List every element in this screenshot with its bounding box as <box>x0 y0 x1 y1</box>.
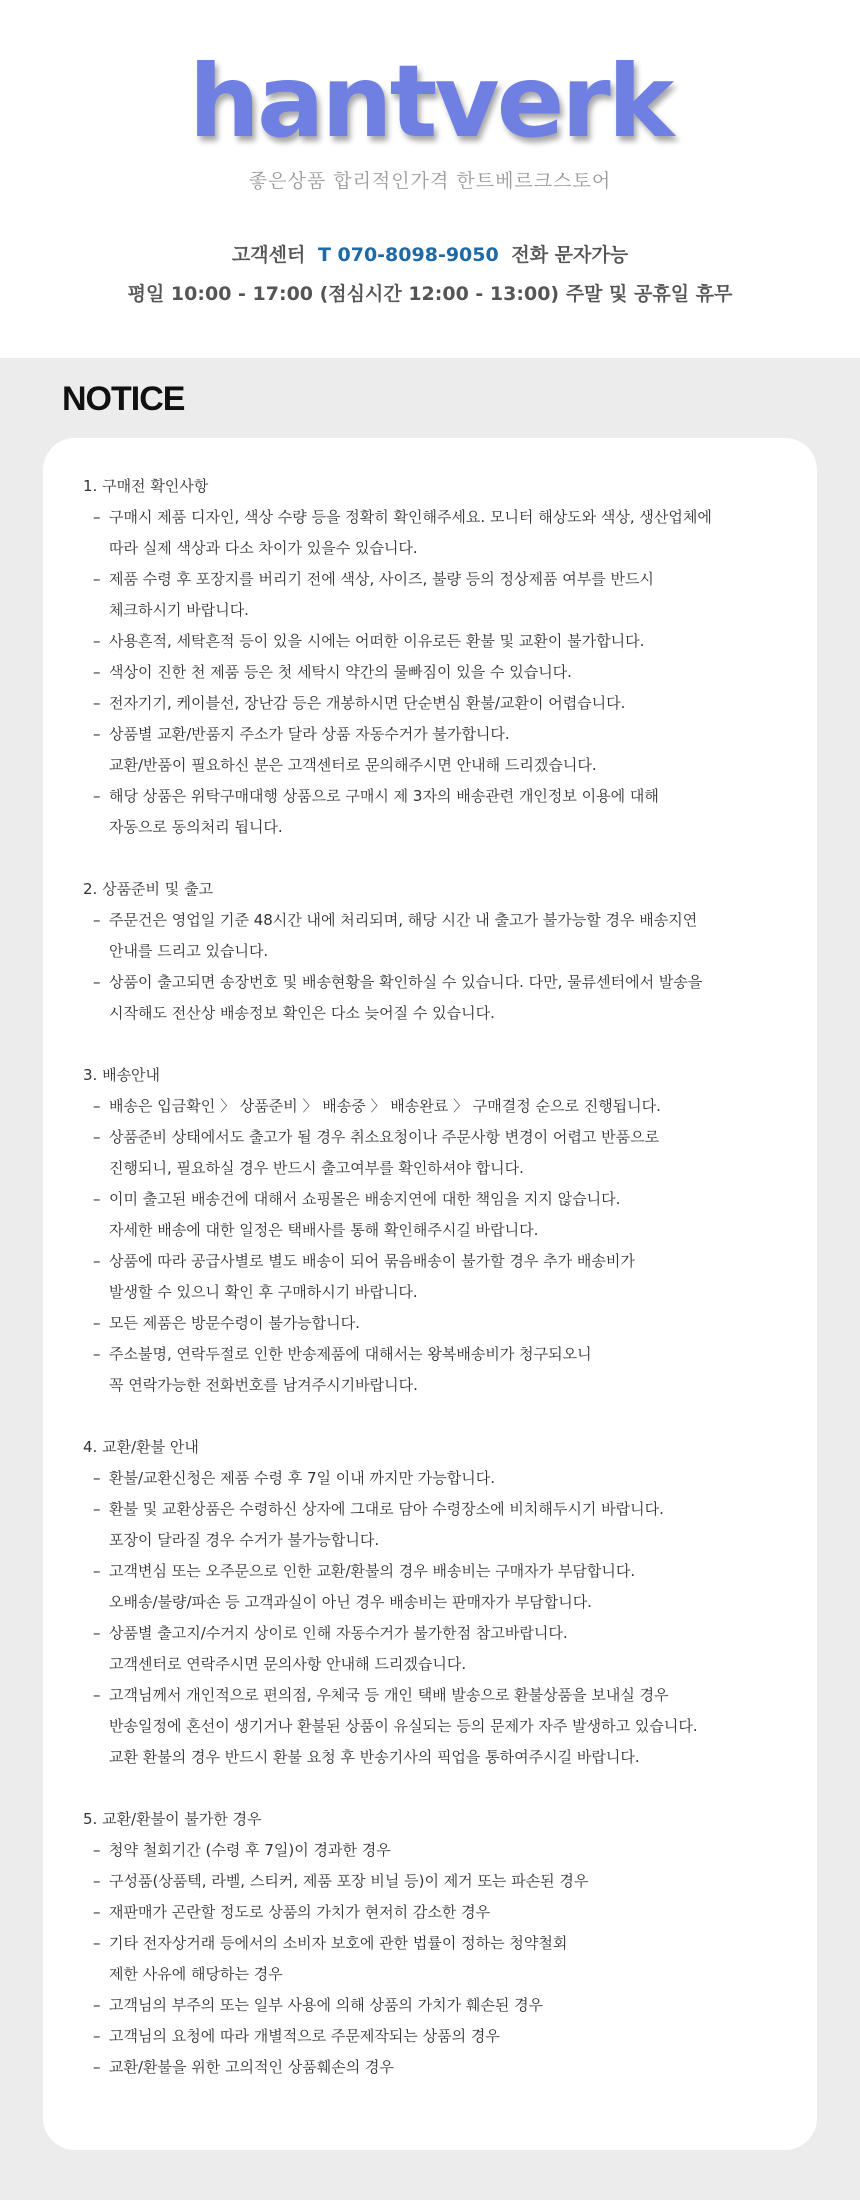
notice-item-text: 재판매가 곤란할 정도로 상품의 가치가 현저히 감소한 경우 <box>109 1903 491 1921</box>
notice-item-text: 고객님의 부주의 또는 일부 사용에 의해 상품의 가치가 훼손된 경우 <box>109 1996 544 2014</box>
notice-item-text: 모든 제품은 방문수령이 불가능합니다. <box>109 1314 360 1332</box>
dash-bullet-icon: – <box>93 1190 101 1208</box>
dash-bullet-icon: – <box>93 1097 101 1115</box>
notice-item-continuation: 시작해도 전산상 배송정보 확인은 다소 늦어질 수 있습니다. <box>109 1004 495 1022</box>
notice-item <box>83 905 797 936</box>
dash-bullet-icon: – <box>93 1252 101 1270</box>
notice-item-text: 구매시 제품 디자인, 색상 수량 등을 정확히 확인해주세요. 모니터 해상도와 색상, 생산업체에 <box>109 508 712 526</box>
notice-item <box>83 502 797 533</box>
notice-item-continuation: 반송일정에 혼선이 생기거나 환불된 상품이 유실되는 등의 문제가 자주 발생하고 있습니다. <box>109 1717 698 1735</box>
notice-item-text: 고객님의 요청에 따라 개별적으로 주문제작되는 상품의 경우 <box>109 2027 500 2045</box>
dash-bullet-icon: – <box>93 663 101 681</box>
section-title: 1. 구매전 확인사항 <box>83 477 209 495</box>
notice-item <box>83 1091 797 1122</box>
notice-item <box>83 967 797 998</box>
notice-item-text: 해당 상품은 위탁구매대행 상품으로 구매시 제 3자의 배송관련 개인정보 이용에 대해 <box>109 787 659 805</box>
notice-item <box>83 1122 797 1153</box>
notice-item-continuation: 따라 실제 색상과 다소 차이가 있을수 있습니다. <box>109 539 418 557</box>
notice-item-text: 주문건은 영업일 기준 48시간 내에 처리되며, 해당 시간 내 출고가 불가능할 경우 배송지연 <box>109 911 698 929</box>
notice-item <box>83 1184 797 1215</box>
dash-bullet-icon: – <box>93 570 101 588</box>
header <box>0 0 860 358</box>
dash-bullet-icon: – <box>93 508 101 526</box>
tagline: 좋은상품 합리적인가격 한트베르크스토어 <box>248 170 612 192</box>
notice-title: NOTICE <box>62 380 185 418</box>
notice-item-text: 상품에 따라 공급사별로 별도 배송이 되어 묶음배송이 불가할 경우 추가 배송비가 <box>109 1252 635 1270</box>
notice-item <box>83 1866 797 1897</box>
notice-item-continuation: 자동으로 동의처리 됩니다. <box>109 818 283 836</box>
notice-item-text: 전자기기, 케이블선, 장난감 등은 개봉하시면 단순변심 환불/교환이 어렵습니다. <box>109 694 626 712</box>
notice-item-continuation: 오배송/불량/파손 등 고객과실이 아닌 경우 배송비는 판매자가 부담합니다. <box>109 1593 592 1611</box>
dash-bullet-icon: – <box>93 2027 101 2045</box>
brand-logo[interactable]: hantverk <box>188 43 672 160</box>
notice-item-continuation: 진행되니, 필요하실 경우 반드시 출고여부를 확인하셔야 합니다. <box>109 1159 524 1177</box>
customer-service-line <box>0 240 860 267</box>
section-title: 2. 상품준비 및 출고 <box>83 880 214 898</box>
notice-area <box>0 358 860 2200</box>
notice-item-text: 색상이 진한 천 제품 등은 첫 세탁시 약간의 물빠짐이 있을 수 있습니다. <box>109 663 572 681</box>
dash-bullet-icon: – <box>93 911 101 929</box>
notice-item <box>83 2052 797 2083</box>
notice-item <box>83 657 797 688</box>
notice-item-text: 고객변심 또는 오주문으로 인한 교환/환불의 경우 배송비는 구매자가 부담합니다. <box>109 1562 636 1580</box>
cs-label: 고객센터 <box>231 244 306 266</box>
notice-item-continuation: 교환/반품이 필요하신 분은 고객센터로 문의해주시면 안내해 드리겠습니다. <box>109 756 597 774</box>
notice-section <box>83 1060 797 1401</box>
notice-item <box>83 1618 797 1649</box>
section-title: 3. 배송안내 <box>83 1066 161 1084</box>
cs-note: 전화 문자가능 <box>511 244 629 266</box>
notice-card <box>43 438 817 2150</box>
notice-item-continuation: 안내를 드리고 있습니다. <box>109 942 269 960</box>
notice-item-text: 배송은 입금확인 〉 상품준비 〉 배송중 〉 배송완료 〉 구매결정 순으로 진행됩니다. <box>109 1097 661 1115</box>
notice-item-text: 환불/교환신청은 제품 수령 후 7일 이내 까지만 가능합니다. <box>109 1469 496 1487</box>
dash-bullet-icon: – <box>93 694 101 712</box>
notice-item <box>83 781 797 812</box>
notice-section <box>83 1432 797 1773</box>
dash-bullet-icon: – <box>93 787 101 805</box>
dash-bullet-icon: – <box>93 1624 101 1642</box>
dash-bullet-icon: – <box>93 1562 101 1580</box>
notice-item-text: 이미 출고된 배송건에 대해서 쇼핑몰은 배송지연에 대한 책임을 지지 않습니다. <box>109 1190 621 1208</box>
notice-item <box>83 1990 797 2021</box>
dash-bullet-icon: – <box>93 1934 101 1952</box>
notice-item-text: 상품별 출고지/수거지 상이로 인해 자동수거가 불가한점 참고바랍니다. <box>109 1624 568 1642</box>
dash-bullet-icon: – <box>93 1686 101 1704</box>
notice-item-text: 상품이 출고되면 송장번호 및 배송현황을 확인하실 수 있습니다. 다만, 물류센터에서 발송을 <box>109 973 703 991</box>
dash-bullet-icon: – <box>93 1996 101 2014</box>
notice-item-continuation: 교환 환불의 경우 반드시 환불 요청 후 반송기사의 픽업을 통하여주시길 바랍니다. <box>109 1748 640 1766</box>
notice-item-text: 고객님께서 개인적으로 편의점, 우체국 등 개인 택배 발송으로 환불상품을 보내실 경우 <box>109 1686 669 1704</box>
notice-item <box>83 1339 797 1370</box>
notice-item <box>83 626 797 657</box>
notice-item-text: 기타 전자상거래 등에서의 소비자 보호에 관한 법률이 정하는 청약철회 <box>109 1934 568 1952</box>
business-hours: 평일 10:00 - 17:00 (점심시간 12:00 - 13:00) 주말 및 공휴일 휴무 <box>127 283 733 305</box>
notice-item-text: 주소불명, 연락두절로 인한 반송제품에 대해서는 왕복배송비가 청구되오니 <box>109 1345 592 1363</box>
notice-item <box>83 564 797 595</box>
notice-item <box>83 719 797 750</box>
notice-item-continuation: 발생할 수 있으니 확인 후 구매하시기 바랍니다. <box>109 1283 418 1301</box>
notice-item <box>83 1835 797 1866</box>
notice-section <box>83 1804 797 2083</box>
dash-bullet-icon: – <box>93 973 101 991</box>
notice-item-text: 청약 철회기간 (수령 후 7일)이 경과한 경우 <box>109 1841 391 1859</box>
notice-item <box>83 1308 797 1339</box>
notice-section <box>83 471 797 843</box>
notice-item <box>83 1556 797 1587</box>
notice-item <box>83 1494 797 1525</box>
notice-item-continuation: 꼭 연락가능한 전화번호를 남겨주시기바랍니다. <box>109 1376 418 1394</box>
phone-number[interactable]: T 070-8098-9050 <box>317 244 499 266</box>
notice-item-continuation: 포장이 달라질 경우 수거가 불가능합니다. <box>109 1531 380 1549</box>
notice-item <box>83 1897 797 1928</box>
notice-item <box>83 1928 797 1959</box>
notice-item-continuation: 자세한 배송에 대한 일정은 택배사를 통해 확인해주시길 바랍니다. <box>109 1221 539 1239</box>
notice-item <box>83 1680 797 1711</box>
dash-bullet-icon: – <box>93 1469 101 1487</box>
notice-item-text: 구성품(상품텍, 라벨, 스티커, 제품 포장 비닐 등)이 제거 또는 파손된 경우 <box>109 1872 589 1890</box>
notice-item <box>83 1246 797 1277</box>
dash-bullet-icon: – <box>93 1345 101 1363</box>
notice-section <box>83 874 797 1029</box>
dash-bullet-icon: – <box>93 632 101 650</box>
dash-bullet-icon: – <box>93 1128 101 1146</box>
notice-item <box>83 1463 797 1494</box>
notice-sections <box>83 471 797 2114</box>
dash-bullet-icon: – <box>93 725 101 743</box>
notice-item-text: 사용흔적, 세탁흔적 등이 있을 시에는 어떠한 이유로든 환불 및 교환이 불가합니다. <box>109 632 645 650</box>
notice-item-text: 제품 수령 후 포장지를 버리기 전에 색상, 사이즈, 불량 등의 정상제품 여부를 반드시 <box>109 570 654 588</box>
notice-item-text: 상품별 교환/반품지 주소가 달라 상품 자동수거가 불가합니다. <box>109 725 510 743</box>
dash-bullet-icon: – <box>93 1903 101 1921</box>
notice-item-text: 교환/환불을 위한 고의적인 상품훼손의 경우 <box>109 2058 394 2076</box>
notice-item-continuation: 고객센터로 연락주시면 문의사항 안내해 드리겠습니다. <box>109 1655 467 1673</box>
notice-item-continuation: 제한 사유에 해당하는 경우 <box>109 1965 283 1983</box>
notice-item-text: 환불 및 교환상품은 수령하신 상자에 그대로 담아 수령장소에 비치해두시기 바랍니다. <box>109 1500 664 1518</box>
notice-item-continuation: 체크하시기 바랍니다. <box>109 601 249 619</box>
dash-bullet-icon: – <box>93 1872 101 1890</box>
notice-item-text: 상품준비 상태에서도 출고가 될 경우 취소요청이나 주문사항 변경이 어렵고 반품으로 <box>109 1128 660 1146</box>
notice-item <box>83 2021 797 2052</box>
section-title: 4. 교환/환불 안내 <box>83 1438 199 1456</box>
dash-bullet-icon: – <box>93 1841 101 1859</box>
dash-bullet-icon: – <box>93 1500 101 1518</box>
section-title: 5. 교환/환불이 불가한 경우 <box>83 1810 262 1828</box>
notice-item <box>83 688 797 719</box>
dash-bullet-icon: – <box>93 1314 101 1332</box>
dash-bullet-icon: – <box>93 2058 101 2076</box>
